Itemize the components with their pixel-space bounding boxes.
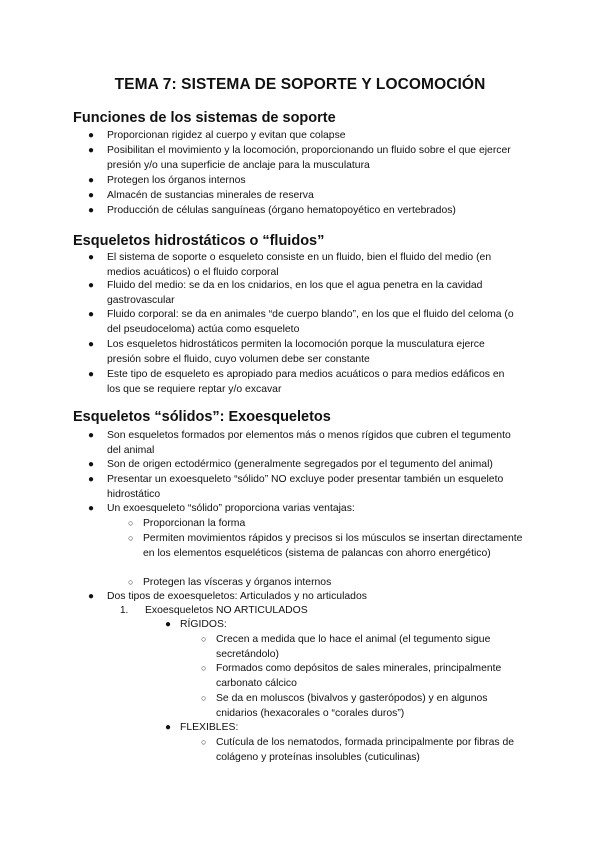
sub-list-item: ○ Proporcionan la forma bbox=[128, 518, 246, 529]
deep-list-item: ○ Se da en moluscos (bivalvos y gasterópodos) y en algunos cnidarios (hexacorales o “corales duros”) bbox=[201, 693, 488, 719]
list-item: ● Presentar un exoesqueleto “sólido” NO excluye poder presentar también un esqueleto hidrostático bbox=[88, 474, 504, 500]
list-item: ● Son esqueletos formados por elementos más o menos rígidos que cubren el tegumento del animal bbox=[88, 430, 511, 456]
bullet-marker: ● bbox=[88, 130, 95, 141]
bullet-marker: ● bbox=[165, 619, 172, 630]
list-item: ● Almacén de sustancias minerales de reserva bbox=[88, 190, 314, 201]
list-item: ● Un exoesqueleto “sólido” proporciona varias ventajas: bbox=[88, 503, 355, 514]
deep-list-item: ○ Formados como depósitos de sales minerales, principalmente carbonato cálcico bbox=[201, 663, 502, 689]
nested-list-item-rigidos: ● RÍGIDOS: bbox=[165, 619, 227, 630]
bullet-marker: ● bbox=[88, 145, 95, 156]
list-item: ● Producción de células sanguíneas (órgano hematopoyético en vertebrados) bbox=[88, 205, 456, 216]
list-item: ● Este tipo de esqueleto es apropiado para medios acuáticos o para medios edáficos en los que se requiere reptar y/o excavar bbox=[88, 369, 505, 395]
deep-list-item: ○ Crecen a medida que lo hace el animal (el tegumento sigue secretándolo) bbox=[201, 634, 491, 660]
deep-list-item: ○ Cutícula de los nematodos, formada principalmente por fibras de colágeno y proteínas insolubles (cuticulinas) bbox=[201, 737, 515, 763]
numbered-item: 1. Exoesqueletos NO ARTICULADOS bbox=[120, 605, 308, 616]
bullet-marker: ● bbox=[88, 369, 95, 380]
bullet-marker: ● bbox=[88, 339, 95, 350]
bullet-marker: ● bbox=[88, 474, 95, 485]
bullet-marker: ● bbox=[88, 503, 95, 514]
circle-marker: ○ bbox=[201, 634, 207, 644]
section-heading-exoesqueletos: Esqueletos “sólidos”: Exoesqueletos bbox=[73, 409, 331, 425]
bullet-marker: ● bbox=[88, 252, 95, 263]
bullet-marker: ● bbox=[88, 459, 95, 470]
circle-marker: ○ bbox=[201, 663, 207, 673]
sub-list-item: ○ Permiten movimientos rápidos y precisos si los músculos se insertan directamente en los elementos esqueléticos (sistema de palancas con ahorro energético) bbox=[128, 533, 523, 559]
bullet-marker: ● bbox=[88, 205, 95, 216]
nested-list-item-flexibles: ● FLEXIBLES: bbox=[165, 722, 239, 733]
circle-marker: ○ bbox=[201, 737, 207, 747]
bullet-marker: ● bbox=[88, 190, 95, 201]
circle-marker: ○ bbox=[128, 577, 134, 587]
list-item: ● Son de origen ectodérmico (generalmente segregados por el tegumento del animal) bbox=[88, 459, 493, 470]
bullet-marker: ● bbox=[88, 175, 95, 186]
bullet-marker: ● bbox=[88, 309, 95, 320]
bullet-marker: ● bbox=[88, 280, 95, 291]
list-item: ● Fluido del medio: se da en los cnidarios, en los que el agua penetra en la cavidad gastrovascular bbox=[88, 280, 483, 306]
section-heading-funciones: Funciones de los sistemas de soporte bbox=[73, 110, 336, 126]
circle-marker: ○ bbox=[128, 533, 134, 543]
bullet-marker: ● bbox=[165, 722, 172, 733]
bullet-marker: ● bbox=[88, 430, 95, 441]
circle-marker: ○ bbox=[201, 693, 207, 703]
list-item: ● Protegen los órganos internos bbox=[88, 175, 246, 186]
circle-marker: ○ bbox=[128, 518, 134, 528]
sub-list-item: ○ Protegen las vísceras y órganos internos bbox=[128, 577, 332, 588]
list-item: ● Fluido corporal: se da en animales “de cuerpo blando”, en los que el fluido del celoma (o del pseudoceloma) actúa como esqueleto bbox=[88, 309, 514, 335]
list-item: ● Posibilitan el movimiento y la locomoción, proporcionando un fluido sobre el que ejercer presión y/o una superficie de anclaje para la musculatura bbox=[88, 145, 511, 171]
page-title: TEMA 7: SISTEMA DE SOPORTE Y LOCOMOCIÓN bbox=[114, 76, 486, 93]
bullet-marker: ● bbox=[88, 591, 95, 602]
number-marker: 1. bbox=[120, 605, 129, 616]
list-item: ● Proporcionan rigidez al cuerpo y evitan que colapse bbox=[88, 130, 346, 141]
list-item: ● Los esqueletos hidrostáticos permiten la locomoción porque la musculatura ejerce presión sobre el fluido, cuyo volumen debe ser constante bbox=[88, 339, 485, 365]
list-item: ● El sistema de soporte o esqueleto consiste en un fluido, bien el fluido del medio (en medios acuáticos) o el fluido corporal bbox=[88, 252, 492, 278]
list-item: ● Dos tipos de exoesqueletos: Articulados y no articulados bbox=[88, 591, 367, 602]
section-heading-hidrostaticos: Esqueletos hidrostáticos o “fluidos” bbox=[73, 233, 325, 249]
